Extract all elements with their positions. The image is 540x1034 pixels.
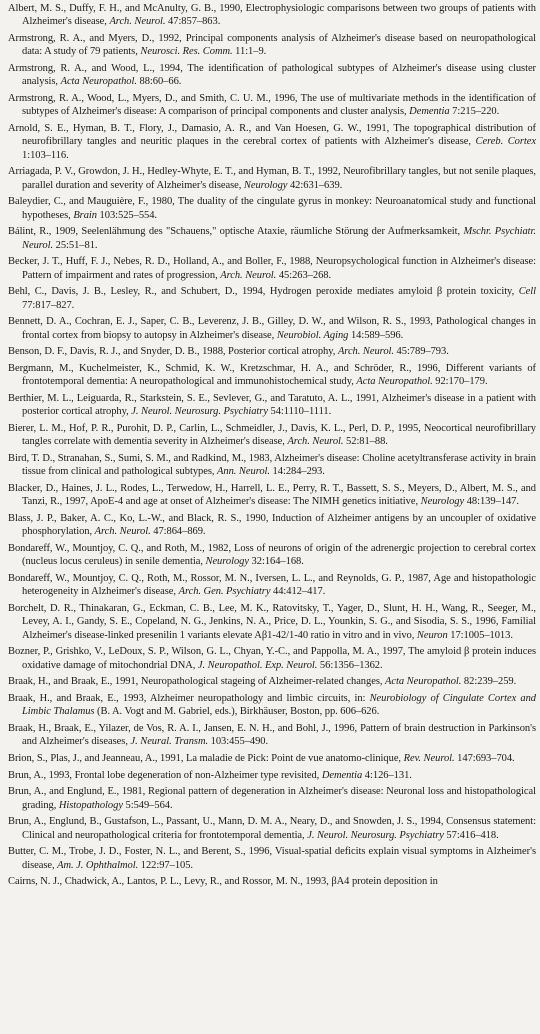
reference-entry xyxy=(4,602,536,642)
reference-entry xyxy=(4,875,536,888)
reference-entry xyxy=(4,362,536,389)
reference-entry xyxy=(4,392,536,419)
reference-source: Neurobiology of Cingulate Cortex and Limbic Thalamus xyxy=(22,693,536,718)
reference-text: Bálint, R., 1909, Seelenlähmung des "Schauens," optische Ataxie, räumliche Störung der Aufmerksamkeit, xyxy=(8,226,464,238)
reference-citation: 82:239–259. xyxy=(461,676,517,688)
reference-citation: 92:170–179. xyxy=(432,376,488,388)
reference-text: Berthier, M. L., Leiguarda, R., Starkstein, S. E., Sevlever, G., and Taratuto, A. L., 1991, Alzheimer's disease in a patient with posterior cortical atrophy, xyxy=(8,393,536,418)
reference-entry xyxy=(4,345,536,358)
reference-entry xyxy=(4,32,536,59)
reference-source: Mschr. Psychiatr. Neurol. xyxy=(22,226,536,251)
reference-text: Bennett, D. A., Cochran, E. J., Saper, C. B., Leverenz, J. B., Gilley, D. W., and Wilson, R. S., 1993, Pathological changes in frontal cortex from biopsy to autopsy in Alzheimer's disease, xyxy=(8,316,536,341)
reference-text: Braak, H., and Braak, E., 1993, Alzheimer neuropathology and limbic circuits, in: xyxy=(8,693,370,704)
reference-entry xyxy=(4,769,536,782)
reference-source: Arch. Neurol. xyxy=(220,269,277,281)
reference-citation: 122:97–105. xyxy=(138,859,194,871)
reference-entry xyxy=(4,815,536,842)
reference-entry xyxy=(4,195,536,222)
reference-text: Braak, H., and Braak, E., 1991, Neuropathological stageing of Alzheimer-related changes, xyxy=(8,676,386,688)
reference-text: Bondareff, W., Mountjoy, C. Q., and Roth, M., 1982, Loss of neurons of origin of the adrenergic projection to cerebral cortex (nucleus locus ceruleus) in senile dementia, xyxy=(8,543,536,568)
reference-citation: 77:817–827. xyxy=(22,299,75,311)
reference-source: Ann. Neurol. xyxy=(217,466,270,478)
reference-entry xyxy=(4,692,536,719)
reference-text: Brun, A., and Englund, E., 1981, Regional pattern of degeneration in Alzheimer's disease: Neuronal loss and histopathological grading, xyxy=(8,786,536,811)
reference-citation: 56:1356–1362. xyxy=(317,659,383,671)
reference-text: Butter, C. M., Trobe, J. D., Foster, N. L., and Berent, S., 1996, Visual-spatial deficits explain visual symptoms in Alzheimer's disease, xyxy=(8,846,536,871)
reference-source: Neurology xyxy=(243,179,288,191)
reference-citation: 5:549–564. xyxy=(122,799,173,811)
reference-citation: 147:693–704. xyxy=(454,753,515,764)
reference-citation: 45:263–268. xyxy=(276,269,332,281)
reference-text: Bondareff, W., Mountjoy, C. Q., Roth, M., Rossor, M. N., Iversen, L. L., and Reynolds, G. P., 1987, Age and histopathologic heterogeneity in Alzheimer's disease, xyxy=(8,573,536,598)
reference-entry xyxy=(4,422,536,449)
reference-entry xyxy=(4,722,536,749)
reference-text: Blacker, D., Haines, J. L., Rodes, L., Terwedow, H., Harrell, L. E., Perry, R. T., Bassett, S. S., Meyers, D., Albert, M. S., and Tanzi, R., 1997, ApoE-4 and age at onset of Alzheimer's disease: The NIMH genetics initiative, xyxy=(8,483,536,508)
reference-citation: 45:789–793. xyxy=(393,346,449,358)
reference-entry xyxy=(4,62,536,89)
reference-source: J. Neurol. Neurosurg. Psychiatry xyxy=(131,406,268,418)
reference-citation: 103:455–490. xyxy=(208,736,269,748)
reference-citation: 48:139–147. xyxy=(464,496,519,508)
reference-citation: 25:51–81. xyxy=(53,239,98,251)
reference-text: Brun, A., 1993, Frontal lobe degeneration of non-Alzheimer type revisited, xyxy=(8,769,322,781)
reference-entry xyxy=(4,452,536,479)
reference-citation: 11:1–9. xyxy=(232,46,267,58)
reference-text: Bierer, L. M., Hof, P. R., Purohit, D. P., Carlin, L., Schmeidler, J., Davis, K. L., Perl, D. P., 1995, Neocortical neurofibrillary tangles correlate with dementia severity in Alzheimer's disease, xyxy=(8,423,536,448)
reference-source: Neurobiol. Aging xyxy=(276,329,349,341)
reference-text: Bozner, P., Grishko, V., LeDoux, S. P., Wilson, G. L., Chyan, Y.-C., and Pappolla, M. A., 1997, The amyloid β protein induces oxidative damage of mitochondrial DNA, xyxy=(8,646,536,671)
reference-text: Brun, A., Englund, B., Gustafson, L., Passant, U., Mann, D. M. A., Neary, D., and Snowden, J. S., 1994, Consensus statement: Clinical and neuropathological criteria for frontotemporal dementia, xyxy=(8,816,536,841)
reference-entry xyxy=(4,285,536,312)
reference-citation: 32:164–168. xyxy=(248,556,304,568)
reference-source: Arch. Neurol. xyxy=(287,436,344,448)
reference-source: Neurosci. Res. Comm. xyxy=(140,46,233,58)
reference-citation: (B. A. Vogt and M. Gabriel, eds.), Birkhäuser, Boston, pp. 606–626. xyxy=(94,706,380,718)
reference-text: Armstrong, R. A., and Myers, D., 1992, Principal components analysis of Alzheimer's disease based on neuropathological data: A study of 79 patients, xyxy=(8,33,536,58)
reference-text: Borchelt, D. R., Thinakaran, G., Eckman, C. B., Lee, M. K., Ratovitsky, T., Yager, D., Slunt, H. H., Wang, R., Seeger, M., Levey, A. I., Gandy, S. E., Copeland, N. G., Jenkins, N. A., Price, D. L., Younkin, S. G., and Sisodia, S. S., 1996, Familial Alzheimer's disease-linked presenilin 1 variants elevate Aβ1-42/1-40 ratio in vitro and in vivo, xyxy=(8,603,536,641)
reference-text: Arnold, S. E., Hyman, B. T., Flory, J., Damasio, A. R., and Van Hoesen, G. W., 1991, The topographical distribution of neurofibrillary tangles and neuritic plaques in the cerebral cortex of patients with Alzheimer's disease, xyxy=(8,123,536,148)
reference-entry xyxy=(4,752,536,765)
reference-text: Armstrong, R. A., and Wood, L., 1994, The identification of pathological subtypes of Alzheimer's disease using cluster analysis, xyxy=(8,63,536,88)
reference-entry xyxy=(4,2,536,29)
reference-source: Arch. Neurol. xyxy=(94,526,151,538)
reference-entry xyxy=(4,165,536,192)
reference-entry xyxy=(4,645,536,672)
reference-citation: 52:81–88. xyxy=(343,436,388,448)
reference-text: Becker, J. T., Huff, F. J., Nebes, R. D., Holland, A., and Boller, F., 1988, Neuropsychological function in Alzheimer's disease: Pattern of impairment and rates of progression, xyxy=(8,256,536,281)
reference-source: Arch. Gen. Psychiatry xyxy=(178,586,271,598)
reference-entry xyxy=(4,785,536,812)
reference-entry xyxy=(4,122,536,162)
reference-source: Acta Neuropathol. xyxy=(60,76,137,88)
reference-citation: 1:103–116. xyxy=(22,149,69,161)
reference-entry xyxy=(4,572,536,599)
reference-citation: 47:857–863. xyxy=(165,16,221,28)
reference-source: Arch. Neurol. xyxy=(337,346,394,358)
reference-text: Braak, H., Braak, E., Yilazer, de Vos, R. A. I., Jansen, E. N. H., and Bohl, J., 1996, Pattern of brain destruction in Parkinson's and Alzheimer's diseases, xyxy=(8,723,536,748)
reference-text: Armstrong, R. A., Wood, L., Myers, D., and Smith, C. U. M., 1996, The use of multivariate methods in the identification of subtypes of Alzheimer's disease: A comparison of principal components and cluster analysis, xyxy=(8,93,536,118)
reference-entry xyxy=(4,845,536,872)
reference-source: Cell xyxy=(518,286,536,298)
reference-source: Acta Neuropathol. xyxy=(356,376,433,388)
reference-entry xyxy=(4,482,536,509)
reference-source: Am. J. Ophthalmol. xyxy=(57,859,139,871)
reference-citation: 44:412–417. xyxy=(270,586,326,598)
reference-citation: 7:215–220. xyxy=(449,106,500,118)
reference-citation: 47:864–869. xyxy=(150,526,206,538)
reference-entry xyxy=(4,225,536,252)
reference-text: Behl, C., Davis, J. B., Lesley, R., and Schubert, D., 1994, Hydrogen peroxide mediates amyloid β protein toxicity, xyxy=(8,286,519,298)
reference-text: Brion, S., Plas, J., and Jeanneau, A., 1991, La maladie de Pick: Point de vue anatomo-clinique, xyxy=(8,753,404,764)
reference-source: Arch. Neurol. xyxy=(109,16,166,28)
reference-text: Bergmann, M., Kuchelmeister, K., Schmid, K. W., Kretzschmar, H. A., and Schröder, R., 1996, Different variants of frontotemporal dementia: A neuropathological and immunohistochemical study, xyxy=(8,363,536,388)
reference-source: Neuron xyxy=(416,629,448,641)
reference-source: Cereb. Cortex xyxy=(475,136,536,148)
reference-source: Neurology xyxy=(205,556,249,568)
reference-text: Bird, T. D., Stranahan, S., Sumi, S. M., and Radkind, M., 1983, Alzheimer's disease: Choline acetyltransferase activity in brain tissue from clinical and pathological subtypes, xyxy=(8,453,536,478)
reference-citation: 17:1005–1013. xyxy=(447,629,513,641)
reference-entry xyxy=(4,512,536,539)
reference-citation: 4:126–131. xyxy=(362,769,412,781)
reference-source: Brain xyxy=(73,209,97,221)
reference-source: Rev. Neurol. xyxy=(403,753,455,764)
reference-citation: 54:1110–1111. xyxy=(267,406,332,418)
reference-entry xyxy=(4,542,536,569)
reference-source: Neurology xyxy=(420,496,465,508)
reference-text: Blass, J. P., Baker, A. C., Ko, L.-W., and Black, R. S., 1990, Induction of Alzheimer antigens by an uncoupler of oxidative phosphorylation, xyxy=(8,513,536,538)
reference-source: J. Neurol. Neurosurg. Psychiatry xyxy=(307,829,444,841)
reference-citation: 88:60–66. xyxy=(136,76,182,88)
reference-text: Benson, D. F., Davis, R. J., and Snyder, D. B., 1988, Posterior cortical atrophy, xyxy=(8,346,338,358)
reference-citation: 14:284–293. xyxy=(269,466,325,478)
reference-source: J. Neural. Transm. xyxy=(130,736,209,748)
reference-citation: 57:416–418. xyxy=(443,829,499,841)
reference-text: Cairns, N. J., Chadwick, A., Lantos, P. L., Levy, R., and Rossor, M. N., 1993, βA4 protein deposition in xyxy=(8,876,438,888)
reference-citation: 103:525–554. xyxy=(96,209,158,221)
reference-entry xyxy=(4,315,536,342)
reference-entry xyxy=(4,92,536,119)
reference-source: Histopathology xyxy=(58,799,123,811)
reference-text: Baleydier, C., and Mauguière, F., 1980, The duality of the cingulate gyrus in monkey: Neuroanatomical study and functional hypotheses, xyxy=(8,196,536,221)
reference-source: Dementia xyxy=(409,106,450,118)
reference-entry xyxy=(4,255,536,282)
reference-source: Acta Neuropathol. xyxy=(385,676,462,688)
reference-source: Dementia xyxy=(321,769,363,781)
reference-text: Albert, M. S., Duffy, F. H., and McAnulty, G. B., 1990, Electrophysiologic comparisons between two groups of patients with Alzheimer's disease, xyxy=(8,3,536,28)
reference-citation: 14:589–596. xyxy=(348,329,404,341)
reference-source: J. Neuropathol. Exp. Neurol. xyxy=(197,659,318,671)
reference-entry xyxy=(4,675,536,688)
reference-citation: 42:631–639. xyxy=(287,179,343,191)
reference-text: Arriagada, P. V., Growdon, J. H., Hedley-Whyte, E. T., and Hyman, B. T., 1992, Neurofibrillary tangles, but not senile plaques, parallel duration and severity of Alzheimer's disease, xyxy=(8,166,536,191)
